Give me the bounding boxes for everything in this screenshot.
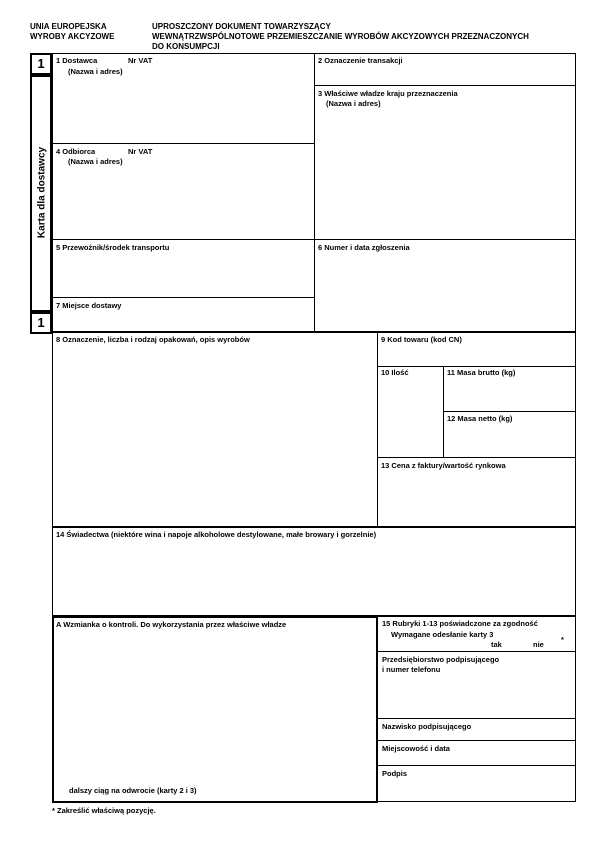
field-1-vat-label: Nr VAT (128, 56, 153, 65)
signer-area[interactable] (379, 732, 575, 739)
field-15-label: 15 Rubryki 1-13 poświadczone za zgodność (382, 619, 538, 628)
place-date-area[interactable] (379, 754, 575, 764)
header-title-line2: WEWNĄTRZWSPÓLNOTOWE PRZEMIESZCZANIE WYROBÓW AKCYZOWYCH PRZEZNACZONYCH (152, 32, 529, 41)
place-date-label: Miejscowość i data (382, 744, 450, 753)
company-area[interactable] (379, 676, 575, 717)
field-7-delivery-area[interactable] (53, 312, 313, 331)
field-8-label: 8 Oznaczenie, liczba i rodzaj opakowań, opis wyrobów (56, 335, 250, 344)
field-3-label: 3 Właściwe władze kraju przeznaczenia (318, 89, 458, 98)
header-title-line1: UPROSZCZONY DOKUMENT TOWARZYSZĄCY (152, 22, 331, 31)
field-7-label: 7 Miejsce dostawy (56, 301, 122, 310)
field-8-goods-area[interactable] (53, 346, 376, 526)
field-15-required-label: Wymagane odesłanie karty 3 (391, 630, 494, 639)
field-4-vat-label: Nr VAT (128, 147, 153, 156)
field-10-label: 10 Ilość (381, 368, 409, 377)
field-2-label: 2 Oznaczenie transakcji (318, 56, 403, 65)
field-13-price-area[interactable] (378, 472, 575, 526)
field-14-certificates-area[interactable] (53, 541, 575, 615)
field-11-label: 11 Masa brutto (kg) (447, 368, 516, 377)
signer-label: Nazwisko podpisującego (382, 722, 472, 731)
footnote: * Zakreślić właściwą pozycję. (52, 806, 156, 815)
company-label: Przedsiębiorstwo podpisującego (382, 655, 500, 664)
header-left-line1: UNIA EUROPEJSKA (30, 22, 107, 31)
field-5-transport-area[interactable] (53, 254, 313, 296)
field-4-sublabel: (Nazwa i adres) (68, 157, 123, 166)
field-1-sublabel: (Nazwa i adres) (68, 67, 123, 76)
field-12-net-area[interactable] (444, 425, 575, 456)
field-3-sublabel: (Nazwa i adres) (326, 99, 381, 108)
header-title-line3: DO KONSUMPCJI (152, 42, 220, 51)
field-15-option-yes[interactable]: tak (491, 640, 502, 649)
field-a-control-area[interactable] (56, 632, 374, 782)
side-number-bottom-box (30, 312, 52, 334)
field-11-gross-area[interactable] (444, 379, 575, 410)
field-a-footer: dalszy ciąg na odwrocie (karty 2 i 3) (69, 786, 197, 795)
field-a-label: A Wzmianka o kontroli. Do wykorzystania przez właściwe władze (56, 620, 287, 629)
header-left-line2: WYROBY AKCYZOWE (30, 32, 115, 41)
side-vertical-box (30, 75, 52, 312)
field-1-supplier-area[interactable] (53, 78, 313, 142)
field-15-footnote-mark: * (561, 635, 564, 644)
field-6-label: 6 Numer i data zgłoszenia (318, 243, 410, 252)
field-1-label: 1 Dostawca (56, 56, 98, 65)
field-2-transaction-area[interactable] (315, 67, 575, 84)
field-6-declaration-area[interactable] (315, 254, 575, 331)
side-vertical-label: Karta dla dostawcy (36, 146, 48, 239)
signature-area[interactable] (379, 780, 575, 801)
field-14-label: 14 Świadectwa (niektóre wina i napoje alkoholowe destylowane, małe browary i gorzelnie) (56, 530, 377, 539)
signature-label: Podpis (382, 769, 408, 778)
field-9-code-area[interactable] (378, 346, 575, 365)
field-10-quantity-area[interactable] (378, 379, 442, 456)
field-5-label: 5 Przewoźnik/środek transportu (56, 243, 170, 252)
field-4-consignee-area[interactable] (53, 168, 313, 238)
field-13-label: 13 Cena z faktury/wartość rynkowa (381, 461, 506, 470)
field-15-option-no[interactable]: nie (533, 640, 544, 649)
field-9-label: 9 Kod towaru (kod CN) (381, 335, 462, 344)
company-sublabel: i numer telefonu (382, 665, 441, 674)
side-number-bottom: 1 (37, 315, 45, 330)
field-4-label: 4 Odbiorca (56, 147, 96, 156)
field-3-authority-area[interactable] (315, 110, 575, 238)
side-number-top: 1 (37, 56, 45, 71)
field-12-label: 12 Masa netto (kg) (447, 414, 513, 423)
